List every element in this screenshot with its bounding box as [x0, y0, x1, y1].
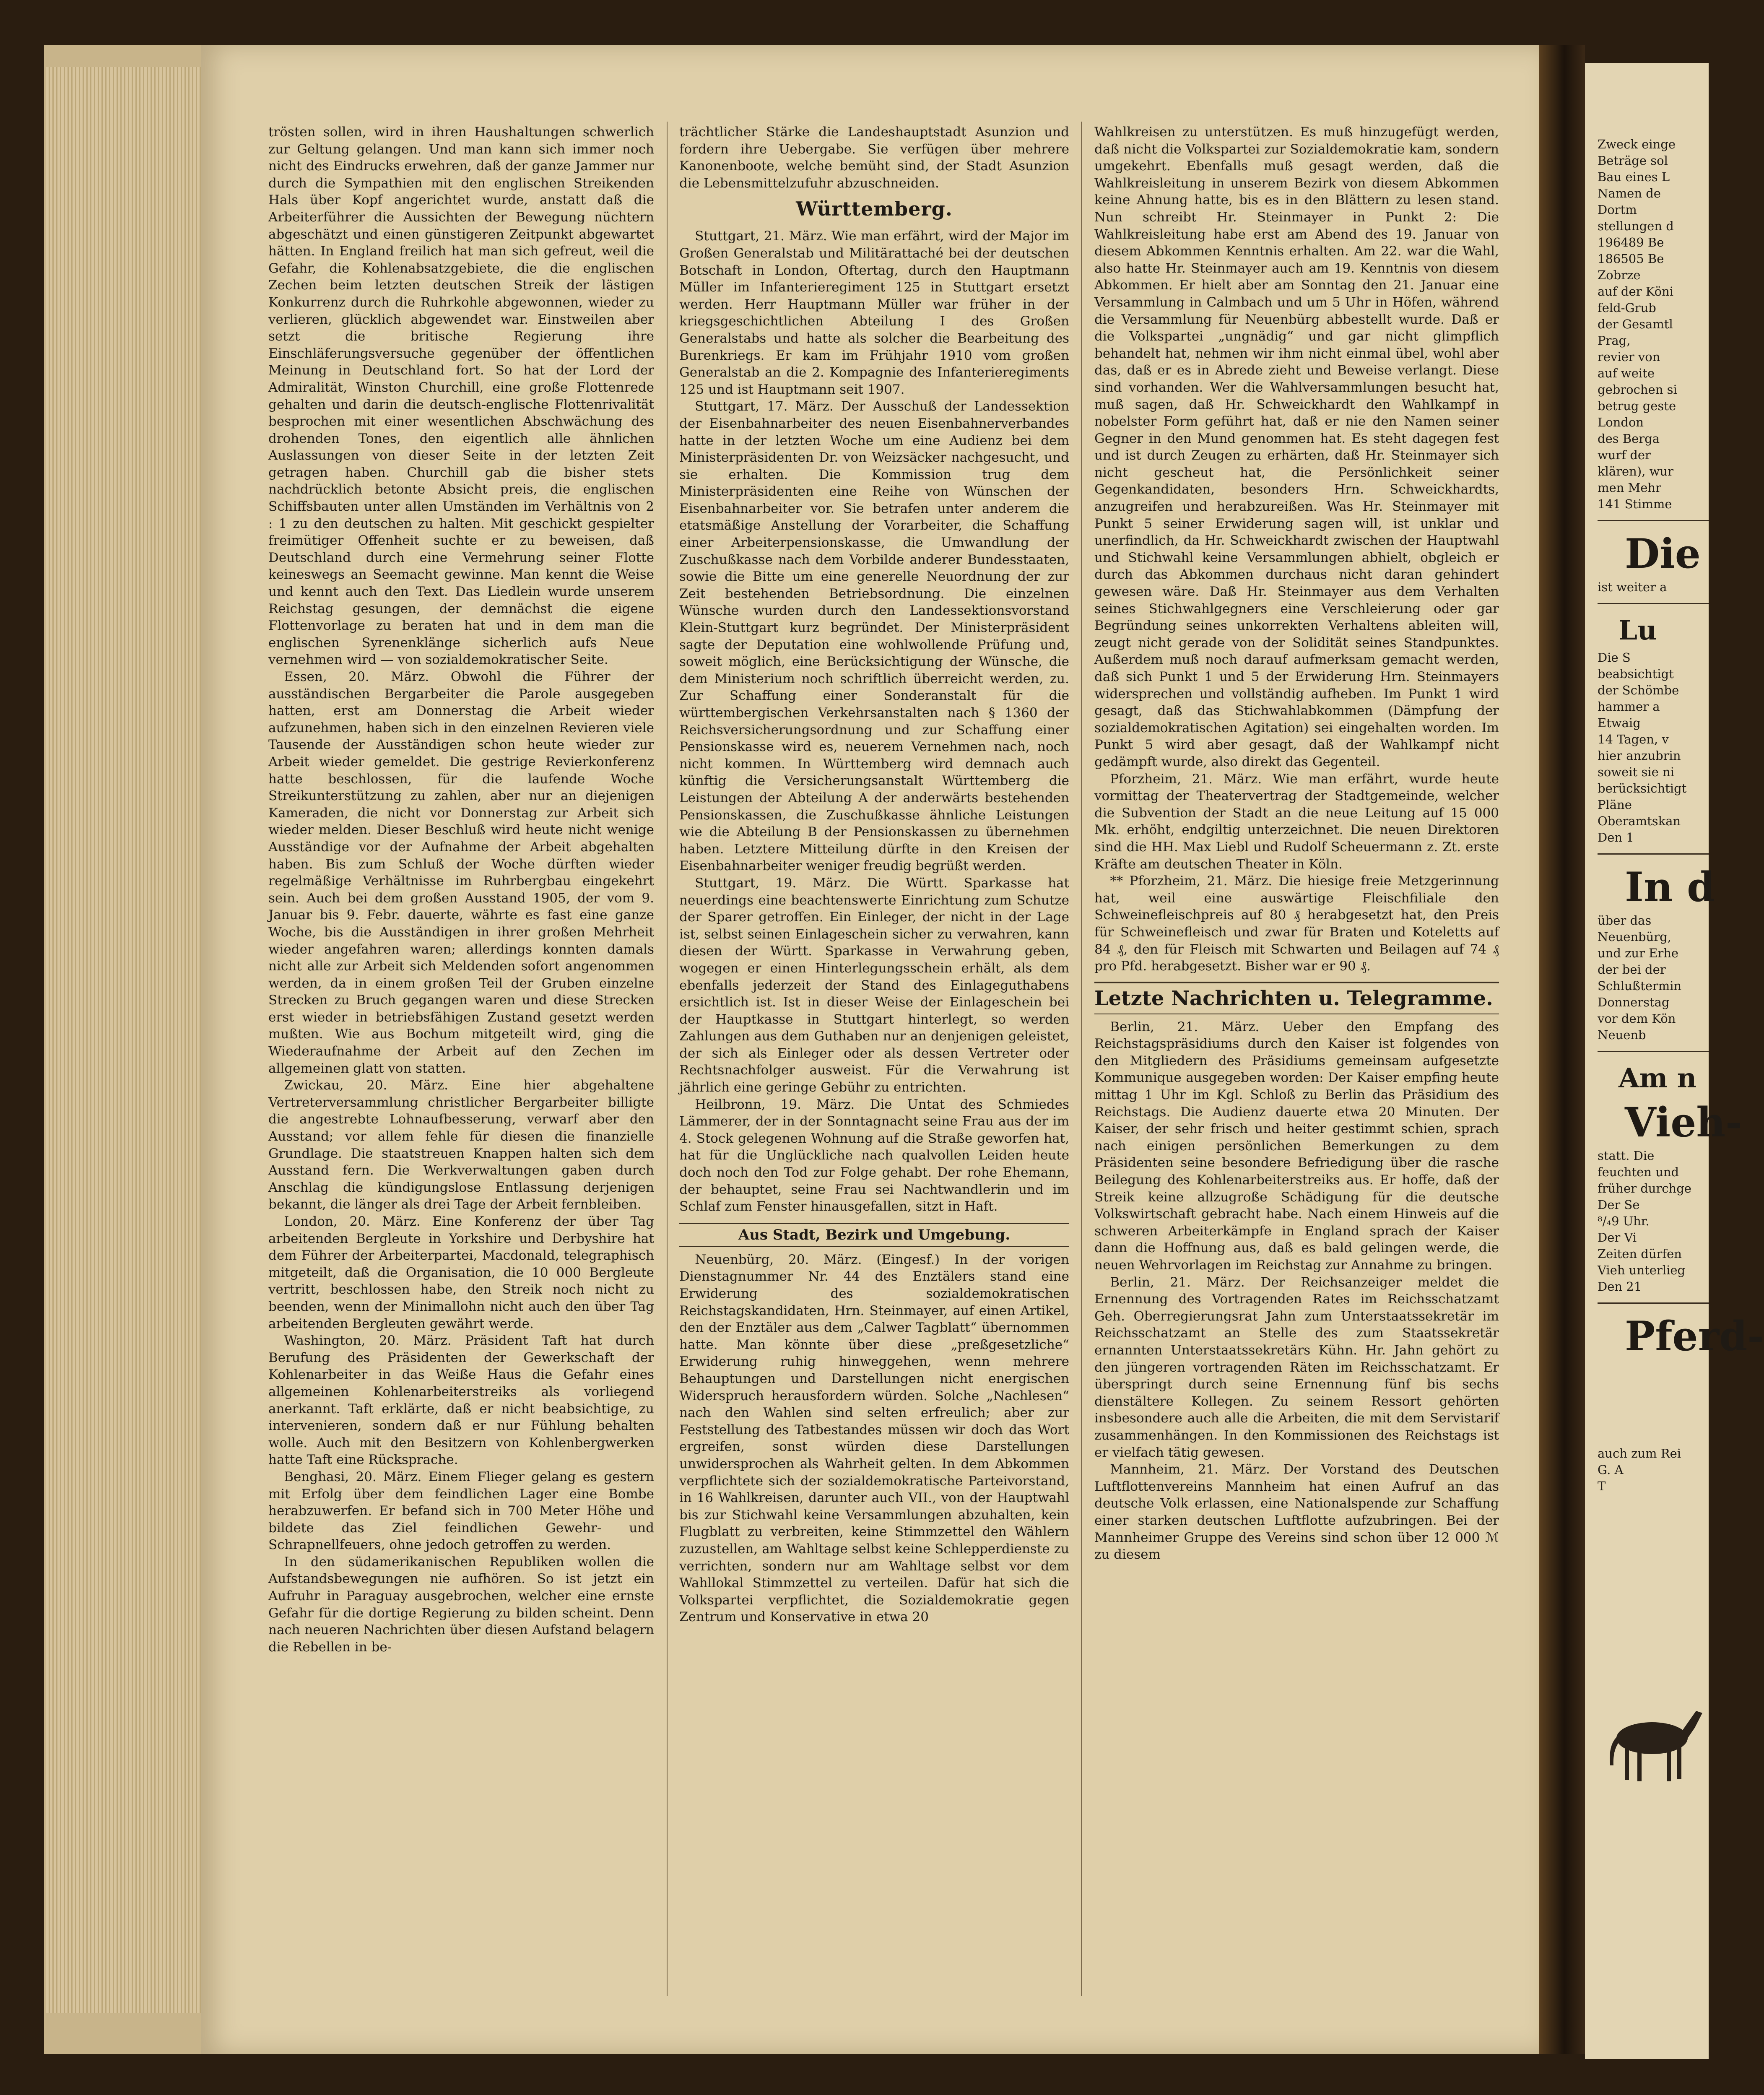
article-stuttgart-17: Stuttgart, 17. März. Der Ausschuß der Landessektion der Eisenbahnarbeiter des neuen Eisenbahnerverbandes hatte in der letzten Woche um eine Audienz bei dem Ministerpräsidenten Dr. von Weizsäcker nachgesucht, und sie erhalten. Die Kommission trug dem Ministerpräsidenten eine Reihe von Wünschen der Eisenbahnarbeiter vor. Sie betrafen unter anderem die etatsmäßige Anstellung der Vorarbeiter, die Schaffung einer Arbeiterpensionskasse, die Umwandlung der Zuschußkasse nach dem Vorbilde anderer Bundesstaaten, sowie die Bitte um eine generelle Neuordnung der zur Zeit bestehenden Betriebsordnung. Die einzelnen Wünsche wurden durch den Landessektionsvorstand Klein-Stuttgart kurz begründet. Der Ministerpräsident sagte der Deputation eine wohlwollende Prüfung und, soweit möglich, eine Berücksichtigung der Wünsche, die dem Ministerium noch schriftlich überreicht werden, zu. Zur Schaffung einer Sonderanstalt für die württembergischen Verkehrsanstalten nach § 1360 der Reichsversicherungsordnung und zur Schaffung einer Pensionskasse wird es, neuerem Vernehmen nach, noch nicht kommen. In Württemberg wird demnach auch künftig die Versicherungsanstalt Württemberg die Leistungen der Abteilung A der anderwärts bestehenden Pensionskassen, die Zuschußkasse ähnliche Leistungen wie die Abteilung B der Pensionskassen zu übernehmen haben. Letztere Mitteilung dürfte in den Kreisen der Eisenbahnarbeiter weniger freudig begrüßt werden.	[679, 399, 1069, 874]
adjacent-page-line: Zweck einge	[1598, 137, 1676, 151]
article-berlin-reichsanzeiger: Berlin, 21. März. Der Reichsanzeiger meldet die Ernennung des Vortragenden Rates im Reichsschatzamt Geh. Oberregierungsrat Jahn zum Unterstaatssekretär im Reichsschatzamt an Stelle des zum Staatssekretär ernannten Unterstaatssekretärs Kühn. Hr. Jahn gehört zu den jüngeren vortragenden Räten im Reichsschatzamt. Er überspringt durch seine Ernennung fünf bis sechs dienstältere Kollegen. Zu seinem Ressort gehörten insbesondere auch alle die Arbeiten, die mit dem Servistarif zusammenhängen. In den Kommissionen des Reichstags ist er vielfach tätig gewesen.	[1094, 1274, 1499, 1460]
adjacent-page-line: London	[1598, 415, 1644, 429]
adjacent-page-line: Neuenbürg,	[1598, 930, 1671, 944]
divider	[1598, 853, 1709, 855]
adjacent-page-line: Zobrze	[1598, 268, 1641, 282]
article-paragraph: trösten sollen, wird in ihren Haushaltungen schwerlich zur Geltung gelangen. Und man kann sich immer noch nicht des Eindrucks erwehren, daß der ganze Jammer nur durch die Sympathien mit den englischen Streikenden Hals über Kopf angerichtet wurde, anstatt daß die Arbeiterführer die Aussichten der Bewegung nüchtern abgeschätzt und einen günstigeren Zeitpunkt abgewartet hätten. In England freilich hat man sich gefreut, weil die Gefahr, die Kohlenabsatzgebiete, die die englischen Zechen beim letzten deutschen Streik der lästigen Konkurrenz durch die Ruhrkohle abgewonnen, wieder zu verlieren, glücklich abgewendet war. Einstweilen aber setzt die britische Regierung ihre Einschläferungsversuche gegenüber der öffentlichen Meinung in Deutschland fort. So hat der Lord der Admiralität, Winston Churchill, eine große Flottenrede gehalten und darin die deutsch-englische Flottenrivalität besprochen mit einer wesentlichen Abschwächung des drohenden Tones, den eigentlich alle ähnlichen Auslassungen von dieser Seite in der letzten Zeit getragen haben. Churchill gab die bisher stets nachdrücklich betonte Absicht preis, die englischen Schiffsbauten unter allen Umständen im Verhältnis von 2 : 1 zu den deutschen zu halten. Mit geschickt gespielter freimütiger Offenheit suchte er zu beweisen, daß Deutschland durch eine Vermehrung seiner Flotte keineswegs an Seemacht gewinne. Man kennt die Weise und kennt auch den Text. Das Liedlein wurde unserem Reichstag gesungen, der demnächst die eigene Flottenvorlage zu beraten hat und in dem man die englischen Syrenenklänge sicherlich aufs Neue vernehmen wird — von sozialdemokratischer Seite.	[268, 125, 654, 668]
adjacent-page-line: der Gesamtl	[1598, 317, 1673, 331]
adjacent-page-line: vor dem Kön	[1598, 1011, 1676, 1026]
divider	[1598, 520, 1709, 521]
adjacent-page-line: feuchten und	[1598, 1165, 1679, 1179]
adjacent-page-line: Der Vi	[1598, 1230, 1637, 1245]
article-pforzheim-fleisch: ** Pforzheim, 21. März. Die hiesige freie Metzgerinnung hat, weil eine auswärtige Fleischfiliale den Schweinefleischpreis auf 80 ₰ herabgesetzt hat, den Preis für Schweinefleisch und zwar für Braten und Koteletts auf 84 ₰, den für Fleisch mit Schwarten und Beilagen auf 74 ₰ pro Pfd. herabgesetzt. Bisher war er 90 ₰.	[1094, 873, 1499, 974]
article-paraguay: In den südamerikanischen Republiken wollen die Aufstandsbewegungen nie aufhören. So ist jetzt ein Aufruhr in Paraguay ausgebrochen, welcher eine ernste Gefahr für die dortige Regierung zu bilden scheint. Denn nach neueren Nachrichten über diesen Aufstand belagern die Rebellen in be-	[268, 1554, 654, 1655]
adjacent-page-line: Die S	[1598, 650, 1631, 665]
article-zwickau: Zwickau, 20. März. Eine hier abgehaltene Vertreterversammlung christlicher Bergarbeiter billigte die angestrebte Lohnaufbesserung, verwarf aber den Ausstand; vor allem fehle für diesen die finanzielle Grundlage. Die staatstreuen Knappen halten sich dem Ausstand fern. Die Werkverwaltungen gaben durch Anschlag die kündigungslose Entlassung derjenigen bekannt, die länger als drei Tage der Arbeit fernbleiben.	[268, 1078, 654, 1212]
adjacent-page-line: Donnerstag	[1598, 995, 1670, 1009]
advert-heading: Am n	[1619, 1063, 1697, 1094]
page-stack-edge	[46, 67, 201, 2013]
adjacent-page-line: feld-Grub	[1598, 301, 1656, 315]
adjacent-page-line: Neuenb	[1598, 1028, 1646, 1042]
adjacent-page-line: revier von	[1598, 350, 1660, 364]
adjacent-page-line: beabsichtigt	[1598, 667, 1674, 681]
advert-heading: Pferd-	[1625, 1313, 1764, 1360]
article-berlin-kaiser: Berlin, 21. März. Ueber den Empfang des Reichstagspräsidiums durch den Kaiser ist folgendes von den Mitgliedern des Präsidiums gemeinsam aufgesetzte Kommunique ausgegeben worden: Der Kaiser empfing heute mittag 1 Uhr im Kgl. Schloß zu Berlin das Präsidium des Reichstags. Die Audienz dauerte etwa 20 Minuten. Der Kaiser, der sehr frisch und heiter gestimmt schien, sprach nach einigen persönlichen Bemerkungen zu dem Präsidenten seine besondere Befriedigung über die rasche Beilegung des Kohlenarbeiterstreiks aus. Er hoffe, daß der Streik keine allzugroße Schädigung für die deutsche Volkswirtschaft gebracht habe. Nach einem Hinweis auf die schweren Arbeiterkämpfe in England sprach der Kaiser dann die Hoffnung aus, daß es bald gelingen werde, die neuen Wehrvorlagen im Reichstag zur Annahme zu bringen.	[1094, 1019, 1499, 1273]
column-2	[679, 124, 1069, 1994]
adjacent-page-line: Dortm	[1598, 203, 1637, 217]
column-1	[268, 124, 654, 1994]
adjacent-page-line: 196489 Be	[1598, 235, 1664, 250]
adjacent-page-line: Etwaig	[1598, 716, 1641, 730]
adjacent-page-line: gebrochen si	[1598, 382, 1677, 397]
article-heilbronn: Heilbronn, 19. März. Die Untat des Schmiedes Lämmerer, der in der Sonntagnacht seine Frau aus der im 4. Stock gelegenen Wohnung auf die Straße geworfen hat, hat für die Unglückliche nach qualvollen Leiden heute doch noch den Tod zur Folge gehabt. Der rohe Ehemann, der behauptet, seine Frau sei Nachtwandlerin und im Schlaf zum Fenster hinausgefallen, sitzt in Haft.	[679, 1097, 1069, 1214]
adjacent-page-line: Oberamtskan	[1598, 814, 1681, 828]
column-rule	[667, 122, 668, 1996]
advert-heading: In d	[1625, 863, 1715, 911]
advert-heading: Vieh-	[1625, 1099, 1742, 1146]
article-paragraph: trächtlicher Stärke die Landeshauptstadt Asunzion und fordern ihre Uebergabe. Sie verfügen über mehrere Kanonenboote, welche bemüht sind, der Stadt Asunzion die Lebensmittelzufuhr abzuschneiden.	[679, 125, 1069, 191]
adjacent-page-line: T	[1598, 1479, 1606, 1493]
adjacent-page-line: hammer a	[1598, 699, 1660, 714]
section-heading-wuerttemberg: Württemberg.	[796, 198, 953, 221]
article-washington: Washington, 20. März. Präsident Taft hat durch Berufung des Präsidenten der Gewerkschaft der Kohlenarbeiter in das Weiße Haus die Gefahr eines allgemeinen Kohlenarbeiterstreiks als vorliegend anerkannt. Taft erklärte, daß er nicht beabsichtige, zu intervenieren, sondern daß er nur Fühlung behalten wolle. Auch mit den Besitzern von Kohlenbergwerken hatte Taft eine Rücksprache.	[268, 1333, 654, 1468]
adjacent-page-line: des Berga	[1598, 431, 1660, 446]
horse-illustration	[1598, 1698, 1707, 1786]
adjacent-page-line: Pläne	[1598, 798, 1632, 812]
article-stuttgart-21: Stuttgart, 21. März. Wie man erfährt, wird der Major im Großen Generalstab und Militärattaché bei der deutschen Botschaft in London, Oftertag, durch den Hauptmann Müller im Infanterieregiment 125 in Stuttgart ersetzt werden. Herr Hauptmann Müller war früher in der kriegsgeschichtlichen Abteilung I des Großen Generalstabs und hatte als solcher die Bearbeitung des Burenkriegs. Er kam im Frühjahr 1910 vom großen Generalstab an die 2. Kompagnie des Infanterieregiments 125 und ist Hauptmann seit 1907.	[679, 229, 1069, 397]
adjacent-page-line: berücksichtigt	[1598, 781, 1687, 795]
article-london: London, 20. März. Eine Konferenz der über Tag arbeitenden Bergleute in Yorkshire und Derbyshire hat dem Führer der Arbeiterpartei, Macdonald, telegraphisch mitgeteilt, daß die Organisation, die 10 000 Bergleute vertritt, beschlossen habe, den Streik noch nicht zu beenden, wenn der Minimallohn nicht auch den über Tag arbeitenden Bergleuten gewährt werde.	[268, 1214, 654, 1331]
adjacent-page-line: 141 Stimme	[1598, 497, 1672, 511]
adjacent-page-line: hier anzubrin	[1598, 749, 1681, 763]
article-paragraph: Wahlkreisen zu unterstützen. Es muß hinzugefügt werden, daß nicht die Volkspartei zur Sozialdemokratie kam, sondern umgekehrt. Ebenfalls muß gesagt werden, daß die Wahlkreisleitung in unserem Bezirk von diesem Abkommen keine Ahnung hatte, bis es in den Blättern zu lesen stand. Nun schreibt Hr. Steinmayer in Punkt 2: Die Wahlkreisleitung habe erst am Abend des 19. Januar von diesem Abkommen Kenntnis erhalten. Am 22. war die Wahl, also hatte Hr. Steinmayer auch am 19. Kenntnis von diesem Abkommen. Er hielt aber am Sonntag den 21. Januar eine Versammlung in Calmbach und um 5 Uhr in Höfen, während die Versammlung für Neuenbürg abbestellt wurde. Daß er die Volkspartei „ungnädig“ und gar nicht glimpflich behandelt hat, nehmen wir ihm nicht einmal übel, wohl aber das, daß er es in Abrede zieht und Beweise verlangt. Diese sind vorhanden. Wer die Wahlversammlungen besucht hat, muß sagen, daß Hr. Schweickhardt den Wahlkampf in nobelster Form geführt hat, daß er nie den Namen seiner Gegner in den Mund genommen hat. Es steht dagegen fest und ist durch Zeugen zu erhärten, daß Hr. Steinmayer sich nicht gescheut hat, die Persönlichkeit seiner Gegenkandidaten, besonders Hrn. Schweickhardts, anzugreifen und herabzureißen. Was Hr. Steinmayer mit Punkt 5 seiner Erwiderung sagen will, ist unklar und unerfindlich, da Hr. Schweickhardt zwischen der Hauptwahl und Stichwahl keine Versammlungen abhielt, obgleich er durch das Abkommen durchaus nicht daran gehindert gewesen wäre. Daß Hr. Steinmayer aus dem Verhalten seines Stichwahlgegners eine Verschleierung oder gar Begründung seines unkorrekten Verhaltens ableiten will, zeugt nicht gerade von der Solidität seines Standpunktes. Außerdem muß noch darauf aufmerksam gemacht werden, daß sich Punkt 1 und 5 der Erwiderung Hrn. Steinmayers widersprechen und vollständig aufheben. Im Punkt 1 wird gesagt, daß das Stichwahlabkommen (Dämpfung der sozialdemokratischen Agitation) sei eingehalten worden. Im Punkt 5 wird aber gesagt, daß der Wahlkampf nicht gedämpft wurde, also direkt das Gegenteil.	[1094, 125, 1499, 769]
adjacent-page-line: Den 1	[1598, 830, 1634, 845]
adjacent-page-line: stellungen d	[1598, 219, 1674, 233]
adjacent-page-line: Zeiten dürfen	[1598, 1247, 1682, 1261]
adjacent-page-line: G. A	[1598, 1463, 1624, 1477]
advert-heading: Die	[1625, 530, 1701, 577]
adjacent-page-line: Namen de	[1598, 186, 1661, 200]
adjacent-page-line: der Schömbe	[1598, 683, 1679, 697]
adjacent-page-line: und zur Erhe	[1598, 946, 1679, 960]
adjacent-page-line: ⁸/₄9 Uhr.	[1598, 1214, 1650, 1228]
column-rule	[1081, 122, 1082, 1996]
section-heading-local: Aus Stadt, Bezirk und Umgebung.	[679, 1223, 1069, 1247]
adjacent-page-line: 186505 Be	[1598, 252, 1664, 266]
adjacent-page-line: über das	[1598, 913, 1652, 928]
section-heading-telegrams: Letzte Nachrichten u. Telegramme.	[1094, 982, 1499, 1014]
adjacent-page-line: Prag,	[1598, 333, 1631, 348]
article-pforzheim-theater: Pforzheim, 21. März. Wie man erfährt, wurde heute vormittag der Theatervertrag der Stadtgemeinde, welcher die Subvention der Stadt an die neue Leitung auf 15 000 Mk. erhöht, endgiltig unterzeichnet. Die neuen Direktoren sind die HH. Max Liebl und Rudolf Scheuermann z. Zt. erste Kräfte am deutschen Theater in Köln.	[1094, 771, 1499, 872]
column-3	[1094, 124, 1499, 1994]
adjacent-page-line: soweit sie ni	[1598, 765, 1674, 779]
adjacent-page-line: auf weite	[1598, 366, 1655, 380]
adjacent-page-line: 14 Tagen, v	[1598, 732, 1669, 746]
article-benghasi: Benghasi, 20. März. Einem Flieger gelang es gestern mit Erfolg über dem feindlichen Lager eine Bombe herabzuwerfen. Er befand sich in 700 Meter Höhe und bildete das Ziel feindlichen Gewehr- und Schrapnellfeuers, ohne jedoch getroffen zu werden.	[268, 1469, 654, 1553]
adjacent-page-line: Bau eines L	[1598, 170, 1670, 184]
book-gutter	[1539, 45, 1585, 2054]
adjacent-page-line: der bei der	[1598, 962, 1666, 977]
adjacent-page-line: betrug geste	[1598, 399, 1676, 413]
article-neuenbuerg: Neuenbürg, 20. März. (Eingesf.) In der vorigen Dienstagnummer Nr. 44 des Enztälers stand eine Erwiderung des sozialdemokratischen Reichstagskandidaten, Hrn. Steinmayer, auf einen Artikel, den der Enztäler aus dem „Calwer Tagblatt“ übernommen hatte. Man könnte über diese „preßgesetzliche“ Erwiderung ruhig hinweggehen, wenn mehrere Behauptungen und Darstellungen nicht energischen Widerspruch herausfordern würden. Solche „Nachlesen“ nach den Wahlen sind selten erfreulich; aber zur Feststellung des Tatbestandes müssen wir doch das Wort ergreifen, sonst würden diese Darstellungen unwidersprochen als Wahrheit gelten. In dem Abkommen verpflichtete sich der sozialdemokratische Parteivorstand, in 16 Wahlkreisen, darunter auch VII., von der Hauptwahl bis zur Stichwahl keine Versammlungen abzuhalten, kein Flugblatt zu verbreiten, keine Stimmzettel den Wählern zuzustellen, am Wahltage selbst keine Schlepperdienste zu verrichten, sondern nur am Wahltage selbst vor dem Wahllokal Stimmzettel zu verteilen. Dafür hat sich die Volkspartei verpflichtet, die Sozialdemokratie gegen Zentrum und Konservative in etwa 20	[679, 1252, 1069, 1625]
adjacent-page-line: Beträge sol	[1598, 153, 1668, 168]
adjacent-page-line: men Mehr	[1598, 481, 1661, 495]
adjacent-page-line: Den 21	[1598, 1279, 1642, 1294]
divider	[1598, 1051, 1709, 1052]
adjacent-page-line: Schlußtermin	[1598, 979, 1682, 993]
article-mannheim: Mannheim, 21. März. Der Vorstand des Deutschen Luftflottenvereins Mannheim hat einen Aufruf an das deutsche Volk erlassen, eine Nationalspende zur Schaffung einer starken deutschen Luftflotte aufzubringen. Bei der Mannheimer Gruppe des Vereins sind schon über 12 000 ℳ zu diesem	[1094, 1462, 1499, 1562]
divider	[1598, 1302, 1709, 1304]
advert-heading: Lu	[1619, 615, 1657, 646]
divider	[1598, 603, 1709, 604]
adjacent-page-line: früher durchge	[1598, 1181, 1691, 1196]
article-essen: Essen, 20. März. Obwohl die Führer der ausständischen Bergarbeiter die Parole ausgegeben hatten, erst am Donnerstag die Arbeit wieder aufzunehmen, haben sich in den einzelnen Revieren viele Tausende der Ausständigen schon heute wieder zur Arbeit wieder gemeldet. Die gestrige Revierkonferenz hatte beschlossen, für die laufende Woche Streikunterstützung zu zahlen, aber nur an diejenigen Kameraden, die nicht vor Donnerstag zur Arbeit sich wieder melden. Dieser Beschluß wird heute nicht wenige Ausständige vor der Aufnahme der Arbeit abgehalten haben. Bis zum Schluß der Woche dürften wieder regelmäßige Verhältnisse im Ruhrbergbau eingekehrt sein. Auch bei dem großen Ausstand 1905, der vom 9. Januar bis 9. Febr. dauerte, währte es fast eine ganze Woche, bis die Ausständigen in ihrer großen Mehrheit wieder angefahren waren; allerdings konnten damals nicht alle zur Arbeit sich Meldenden sofort angenommen werden, da in einem großen Teil der Gruben einzelne Strecken zu Bruch gegangen waren und diese Strecken erst wieder in betriebsfähigen Zustand gesetzt werden mußten. Wie aus Bochum mitgeteilt wird, ging die Wiederaufnahme der Arbeit auf den Zechen im allgemeinen glatt von statten.	[268, 669, 654, 1076]
adjacent-page-line: wurf der	[1598, 448, 1651, 462]
adjacent-page-line: klären), wur	[1598, 464, 1673, 478]
adjacent-page-line: Der Se	[1598, 1198, 1640, 1212]
article-stuttgart-19: Stuttgart, 19. März. Die Württ. Sparkasse hat neuerdings eine beachtenswerte Einrichtung zum Schutze der Sparer getroffen. Ein Einleger, der nicht in der Lage ist, selbst seinen Einlageschein sicher zu verwahren, kann diesen der Württ. Sparkasse in Verwahrung geben, wogegen er einen Hinterlegungsschein erhält, als dem ebenfalls jederzeit der Stand des Einlageguthabens ersichtlich ist. Ist in dieser Weise der Einlageschein bei der Hauptkasse in Stuttgart hinterlegt, so werden Zahlungen aus dem Guthaben nur an denjenigen geleistet, der sich als Einleger oder als dessen Vertreter oder Rechtsnachfolger ausweist. Für die Verwahrung ist jährlich eine geringe Gebühr zu entrichten.	[679, 875, 1069, 1095]
adjacent-page-line: auch zum Rei	[1598, 1446, 1681, 1461]
adjacent-page-line: auf der Köni	[1598, 284, 1674, 299]
advert-text: ist weiter a	[1598, 580, 1667, 594]
adjacent-page-line: Vieh unterlieg	[1598, 1263, 1686, 1277]
adjacent-page-line: statt. Die	[1598, 1149, 1655, 1163]
